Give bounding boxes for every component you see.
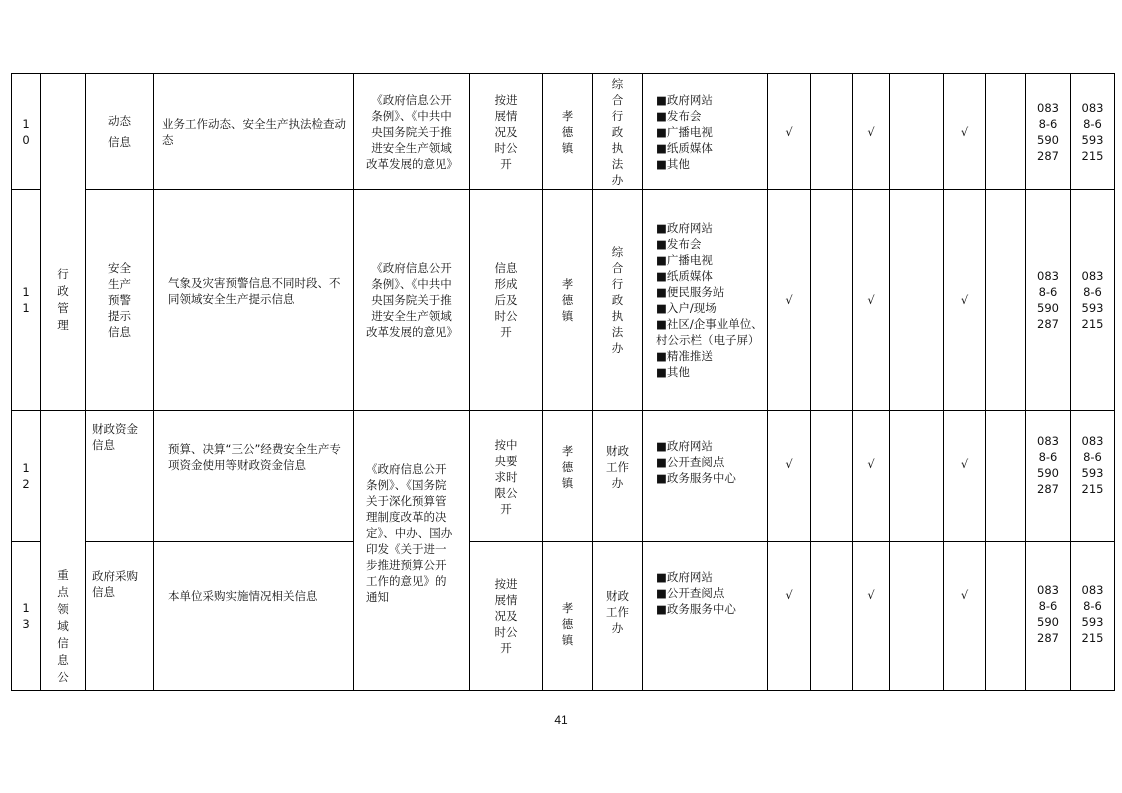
- time-text: 按进展情况及时公开: [494, 92, 518, 171]
- channel-item: ■广播电视: [656, 253, 713, 267]
- subject-text: 孝德镇: [561, 108, 574, 155]
- department-text: 综合行政执法办: [611, 245, 624, 355]
- channel-item: ■广播电视: [656, 124, 713, 139]
- channel-item: ■其他: [656, 365, 690, 379]
- phone-cell: [1026, 74, 1071, 190]
- table-row: [12, 411, 1115, 542]
- subject-text: 孝德镇: [561, 277, 574, 323]
- content-cell: [154, 411, 354, 542]
- content-cell: 业务工作动态、安全生产执法检查动态: [154, 74, 354, 190]
- category-label: 重点领域信息公: [57, 568, 69, 684]
- time-cell: [470, 190, 543, 411]
- department-text: 财政工作办: [606, 444, 629, 490]
- phone-cell: [1071, 411, 1115, 542]
- check-mark: √: [853, 411, 890, 542]
- channel-item: ■便民服务站: [656, 285, 725, 299]
- category-cell: [41, 74, 86, 190]
- channel-item: ■政府网站: [656, 221, 713, 235]
- subcategory-cell: [86, 542, 154, 691]
- channel-item: ■社区/企事业单位、村公示栏（电子屏）: [656, 317, 763, 347]
- channels-cell: [643, 411, 768, 542]
- empty-cell: [890, 190, 944, 411]
- check-mark: √: [768, 411, 811, 542]
- phone-text: 0838-6593215: [1081, 100, 1104, 163]
- channel-item: ■其他: [656, 156, 690, 171]
- check-mark: √: [944, 74, 986, 190]
- table-row: [12, 190, 1115, 411]
- basis-cell: [354, 411, 470, 691]
- content-cell: [154, 190, 354, 411]
- table-row: [12, 74, 1115, 190]
- channel-item: ■政府网站: [656, 570, 713, 584]
- basis-cell: [354, 74, 470, 190]
- content-cell: [154, 542, 354, 691]
- channel-item: ■纸质媒体: [656, 140, 713, 155]
- empty-cell: [811, 74, 853, 190]
- basis-text: 《政府信息公开条例》、《中共中央国务院关于推进安全生产领域改革发展的意见》: [366, 261, 458, 339]
- channels-cell: [643, 542, 768, 691]
- check-mark: √: [768, 542, 811, 691]
- time-cell: [470, 411, 543, 542]
- empty-cell: [890, 411, 944, 542]
- phone-cell: [1071, 542, 1115, 691]
- channel-item: ■政府网站: [656, 92, 713, 107]
- channel-item: ■公开查阅点: [656, 455, 725, 469]
- channel-item: ■纸质媒体: [656, 269, 713, 283]
- content-text: 气象及灾害预警信息不同时段、不同领域安全生产提示信息: [168, 276, 341, 306]
- channels-cell: [643, 74, 768, 190]
- time-cell: [470, 542, 543, 691]
- channel-item: ■精准推送: [656, 349, 713, 363]
- channel-item: ■入户/现场: [656, 301, 717, 315]
- empty-cell: [890, 542, 944, 691]
- time-text: 信息形成后及时公开: [494, 261, 518, 339]
- subject-cell: [543, 542, 593, 691]
- channel-item: ■政务服务中心: [656, 471, 736, 485]
- row-number-text: 13: [22, 601, 30, 631]
- check-mark: √: [944, 190, 986, 411]
- department-cell: [593, 74, 643, 190]
- check-mark: √: [853, 190, 890, 411]
- check-mark: √: [944, 411, 986, 542]
- time-text: 按中央要求时限公开: [494, 438, 518, 516]
- check-mark: √: [944, 542, 986, 691]
- subcategory-text: 动态信息: [108, 113, 131, 149]
- row-number: [12, 542, 41, 691]
- check-mark: √: [768, 74, 811, 190]
- basis-text: 《政府信息公开条例》、《国务院关于深化预算管理制度改革的决定》、中办、国办印发《关于进一步推进预算公开工作的意见》的通知: [366, 462, 453, 604]
- empty-cell: [986, 74, 1026, 190]
- phone-cell: [1026, 190, 1071, 411]
- content-text: 本单位采购实施情况相关信息: [168, 589, 318, 603]
- empty-cell: [986, 542, 1026, 691]
- phone-text: 0838-6593215: [1081, 434, 1104, 496]
- empty-cell: [986, 411, 1026, 542]
- subcategory-cell: [86, 190, 154, 411]
- phone-cell: [1071, 74, 1115, 190]
- subcategory-text: 安全生产预警提示信息: [108, 261, 131, 339]
- department-cell: [593, 542, 643, 691]
- time-cell: [470, 74, 543, 190]
- phone-text: 0838-6590287: [1037, 269, 1059, 331]
- row-number: [12, 190, 41, 411]
- basis-text: 《政府信息公开条例》、《中共中央国务院关于推进安全生产领域改革发展的意见》: [366, 92, 458, 171]
- subject-text: 孝德镇: [561, 601, 574, 647]
- empty-cell: [811, 411, 853, 542]
- empty-cell: [890, 74, 944, 190]
- phone-cell: [1071, 190, 1115, 411]
- channel-item: ■公开查阅点: [656, 586, 725, 600]
- disclosure-table: [11, 73, 1115, 691]
- category-cell: [41, 411, 86, 691]
- page-number: 41: [554, 713, 568, 727]
- phone-cell: [1026, 542, 1071, 691]
- phone-text: 0838-6590287: [1037, 583, 1059, 645]
- category-cell: [41, 190, 86, 411]
- subcategory-cell: [86, 411, 154, 542]
- row-number-text: 12: [22, 461, 30, 491]
- check-mark: √: [853, 74, 890, 190]
- department-cell: [593, 190, 643, 411]
- empty-cell: [811, 190, 853, 411]
- subject-cell: [543, 190, 593, 411]
- subcategory-text: 财政资金信息: [92, 422, 138, 452]
- phone-text: 0838-6590287: [1037, 100, 1059, 163]
- phone-cell: [1026, 411, 1071, 542]
- subject-text: 孝德镇: [561, 444, 574, 490]
- phone-text: 0838-6590287: [1037, 434, 1059, 496]
- table-row: [12, 542, 1115, 691]
- check-mark: √: [853, 542, 890, 691]
- phone-text: 0838-6593215: [1081, 269, 1104, 331]
- subcategory-cell: [86, 74, 154, 190]
- basis-cell: [354, 190, 470, 411]
- phone-text: 0838-6593215: [1081, 583, 1104, 645]
- empty-cell: [986, 190, 1026, 411]
- channel-item: ■发布会: [656, 237, 702, 251]
- channel-item: ■政府网站: [656, 439, 713, 453]
- department-text: 综合行政执法办: [611, 76, 624, 187]
- row-number: [12, 74, 41, 190]
- time-text: 按进展情况及时公开: [494, 577, 518, 655]
- empty-cell: [811, 542, 853, 691]
- row-number-text: 10: [22, 116, 30, 147]
- channels-cell: [643, 190, 768, 411]
- channel-item: ■发布会: [656, 108, 702, 123]
- channel-item: ■政务服务中心: [656, 602, 736, 616]
- row-number: [12, 411, 41, 542]
- check-mark: √: [768, 190, 811, 411]
- subcategory-text: 政府采购信息: [92, 569, 138, 599]
- content-text: 预算、决算“三公”经费安全生产专项资金使用等财政资金信息: [168, 442, 341, 472]
- subject-cell: [543, 411, 593, 542]
- category-label: 行政管理: [57, 266, 69, 332]
- department-text: 财政工作办: [606, 589, 629, 635]
- row-number-text: 11: [22, 285, 30, 315]
- department-cell: [593, 411, 643, 542]
- subject-cell: [543, 74, 593, 190]
